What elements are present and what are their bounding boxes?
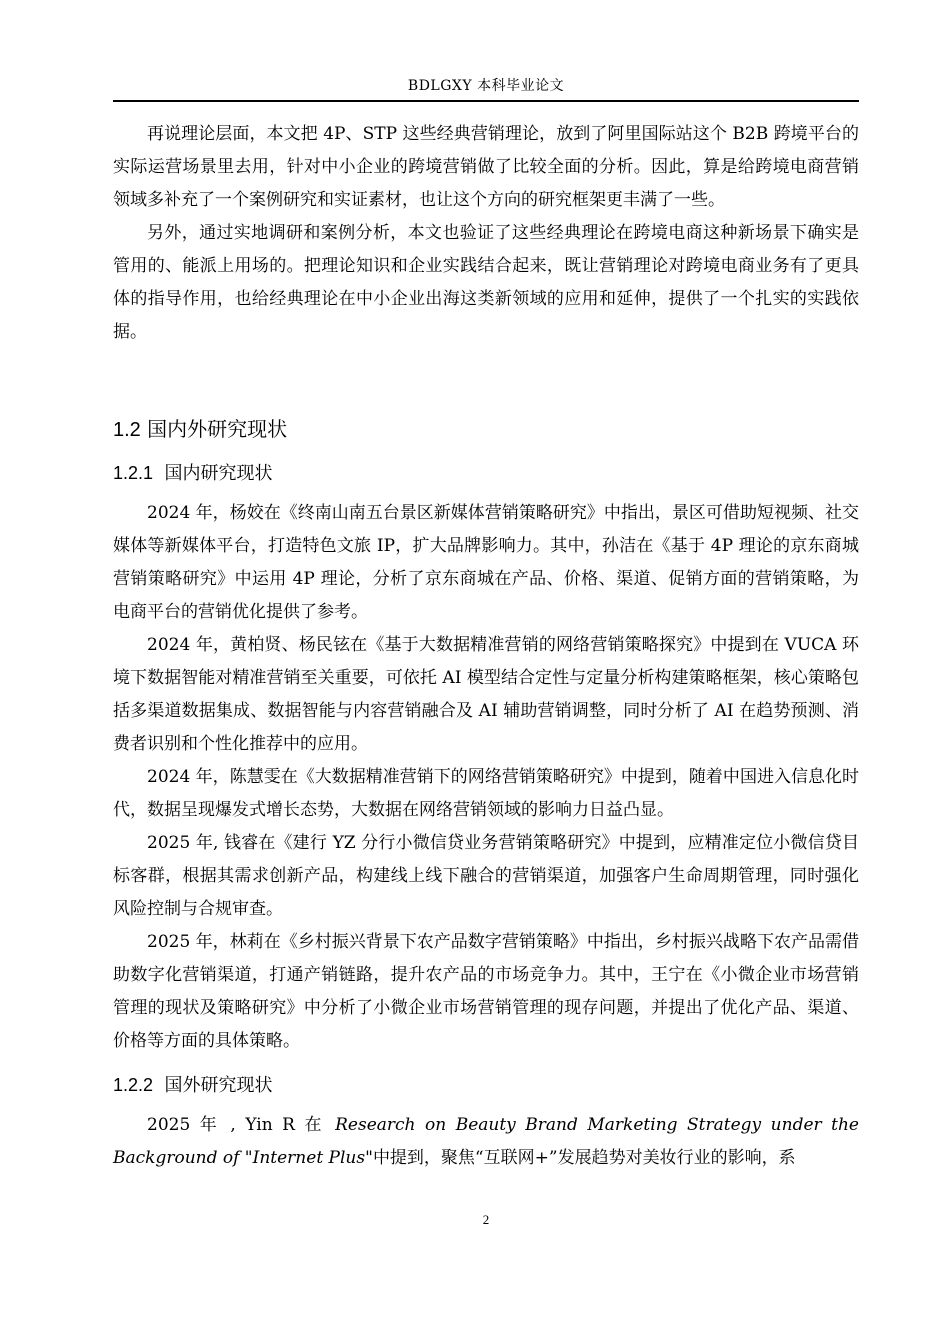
domestic-paragraph-3: 2024 年，陈慧雯在《大数据精准营销下的网络营销策略研究》中提到，随着中国进入信息化时代，数据呈现爆发式增长态势，大数据在网络营销领域的影响力日益凸显。 bbox=[113, 767, 859, 820]
subsection-number: 1.2.1 bbox=[113, 463, 154, 483]
domestic-paragraph-2: 2024 年，黄柏贤、杨民铉在《基于大数据精准营销的网络营销策略探究》中提到在 VUCA 环境下数据智能对精准营销至关重要，可依托 AI 模型结合定性与定量分析构建策略框架，核心策略包括多渠道数据集成、数据智能与内容营销融合及 AI 辅助营销调整，同时分析了 AI 在趋势预测、消费者识别和个性化推荐中的应用。 bbox=[113, 635, 859, 754]
intro-paragraph-2: 另外，通过实地调研和案例分析，本文也验证了这些经典理论在跨境电商这种新场景下确实是管用的、能派上用场的。把理论知识和企业实践结合起来，既让营销理论对跨境电商业务有了更具体的指导作用，也给经典理论在中小企业出海这类新领域的应用和延伸，提供了一个扎实的实践依据。 bbox=[113, 223, 859, 342]
section-number: 1.2 bbox=[113, 419, 141, 441]
header-rule bbox=[113, 100, 859, 102]
foreign-lead-text: 2025 年 , Yin R 在 bbox=[147, 1115, 336, 1135]
subsection-number: 1.2.2 bbox=[113, 1075, 154, 1095]
foreign-cited-title: Research on Beauty Brand Marketing Strategy under the Background of "Internet Plus" bbox=[113, 1115, 859, 1168]
page-number: 2 bbox=[482, 1212, 490, 1227]
page-body bbox=[113, 118, 859, 1175]
foreign-tail-text: 中提到，聚焦“互联网+”发展趋势对美妆行业的影响，系 bbox=[372, 1148, 796, 1168]
domestic-paragraph-1: 2024 年，杨姣在《终南山南五台景区新媒体营销策略研究》中指出，景区可借助短视频、社交媒体等新媒体平台，打造特色文旅 IP，扩大品牌影响力。其中，孙洁在《基于 4P 理论的京东商城营销策略研究》中运用 4P 理论，分析了京东商城在产品、价格、渠道、促销方面的营销策略，为电商平台的营销优化提供了参考。 bbox=[113, 503, 859, 622]
subsection-heading-1-2-1 bbox=[113, 460, 859, 487]
section-title: 国内外研究现状 bbox=[147, 417, 288, 441]
running-header: BDLGXY 本科毕业论文 bbox=[407, 78, 565, 94]
domestic-paragraph-4: 2025 年, 钱睿在《建行 YZ 分行小微信贷业务营销策略研究》中提到，应精准定位小微信贷目标客群，根据其需求创新产品，构建线上线下融合的营销渠道，加强客户生命周期管理，同时强化风险控制与合规审查。 bbox=[113, 833, 859, 919]
foreign-paragraph-1 bbox=[113, 1109, 859, 1175]
intro-paragraph-1: 再说理论层面，本文把 4P、STP 这些经典营销理论，放到了阿里国际站这个 B2B 跨境平台的实际运营场景里去用，针对中小企业的跨境营销做了比较全面的分析。因此，算是给跨境电商营销领域多补充了一个案例研究和实证素材，也让这个方向的研究框架更丰满了一些。 bbox=[113, 124, 859, 210]
section-heading-1-2 bbox=[113, 415, 859, 444]
subsection-title: 国内研究现状 bbox=[164, 463, 273, 484]
domestic-paragraph-5: 2025 年，林莉在《乡村振兴背景下农产品数字营销策略》中指出，乡村振兴战略下农产品需借助数字化营销渠道，打通产销链路，提升农产品的市场竞争力。其中，王宁在《小微企业市场营销管理的现状及策略研究》中分析了小微企业市场营销管理的现存问题，并提出了优化产品、渠道、价格等方面的具体策略。 bbox=[113, 932, 859, 1051]
subsection-title: 国外研究现状 bbox=[164, 1075, 273, 1096]
subsection-heading-1-2-2 bbox=[113, 1072, 859, 1099]
